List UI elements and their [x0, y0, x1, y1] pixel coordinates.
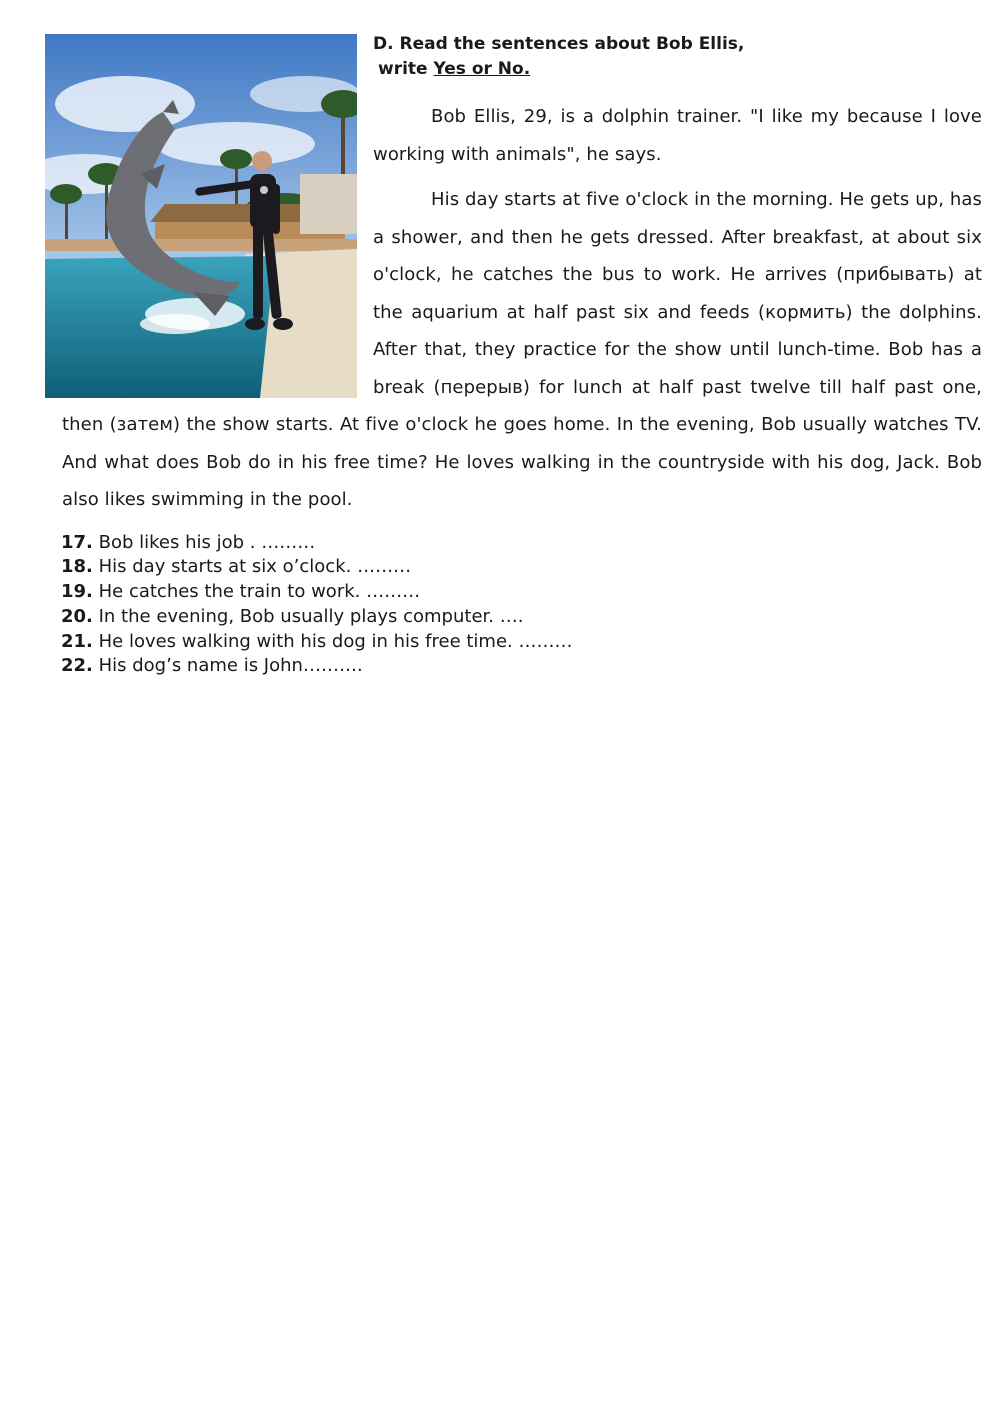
question-number: 20. [61, 605, 93, 627]
question-number: 18. [61, 556, 93, 578]
question-text: His dog’s name is John………. [92, 655, 363, 677]
question-list [61, 531, 1000, 680]
task-heading: D. Read the sentences about Bob Ellis, [373, 34, 745, 54]
paragraph-2: His day starts at five o'clock in the morning. He gets up, has a shower, and then he gets dressed. After breakfast, at about six o'clock, he catches the bus to work. He arrives (прибывать) at the aquarium at half past six and feeds (кормить) the dolphins. After that, they practice for the show until lunch-time. Bob has a break (перерыв) for lunch at half past twelve till half past one, then (затем) the show starts. At five o'clock he goes home. In the evening, Bob usually watches TV. And what does Bob do in his free time? He loves walking in the countryside with his dog, Jack. Bob also likes swimming in the pool. [62, 189, 982, 510]
question-text: He catches the train to work. ……… [92, 581, 421, 603]
question-number: 21. [61, 630, 93, 652]
task-title [373, 32, 980, 82]
question-text: He loves walking with his dog in his free time. ……… [92, 630, 573, 652]
question-item [61, 630, 1000, 655]
question-number: 17. [61, 531, 93, 553]
question-item [61, 580, 1000, 605]
task-instruction [373, 57, 980, 82]
instruction-answers: Yes or No. [433, 59, 531, 79]
instruction-prefix: write [378, 59, 434, 79]
question-text: Bob likes his job . ……… [92, 531, 316, 553]
question-item [61, 531, 1000, 556]
question-number: 19. [61, 581, 93, 603]
question-text: In the evening, Bob usually plays computer. …. [92, 605, 524, 627]
reading-text [62, 98, 982, 519]
paragraph-1: Bob Ellis, 29, is a dolphin trainer. "I like my because I love working with animals", he says. [373, 106, 982, 165]
question-item [61, 605, 1000, 630]
question-text: His day starts at six o’clock. ……… [92, 556, 412, 578]
question-number: 22. [61, 655, 93, 677]
question-item [61, 654, 1000, 679]
question-item [61, 555, 1000, 580]
